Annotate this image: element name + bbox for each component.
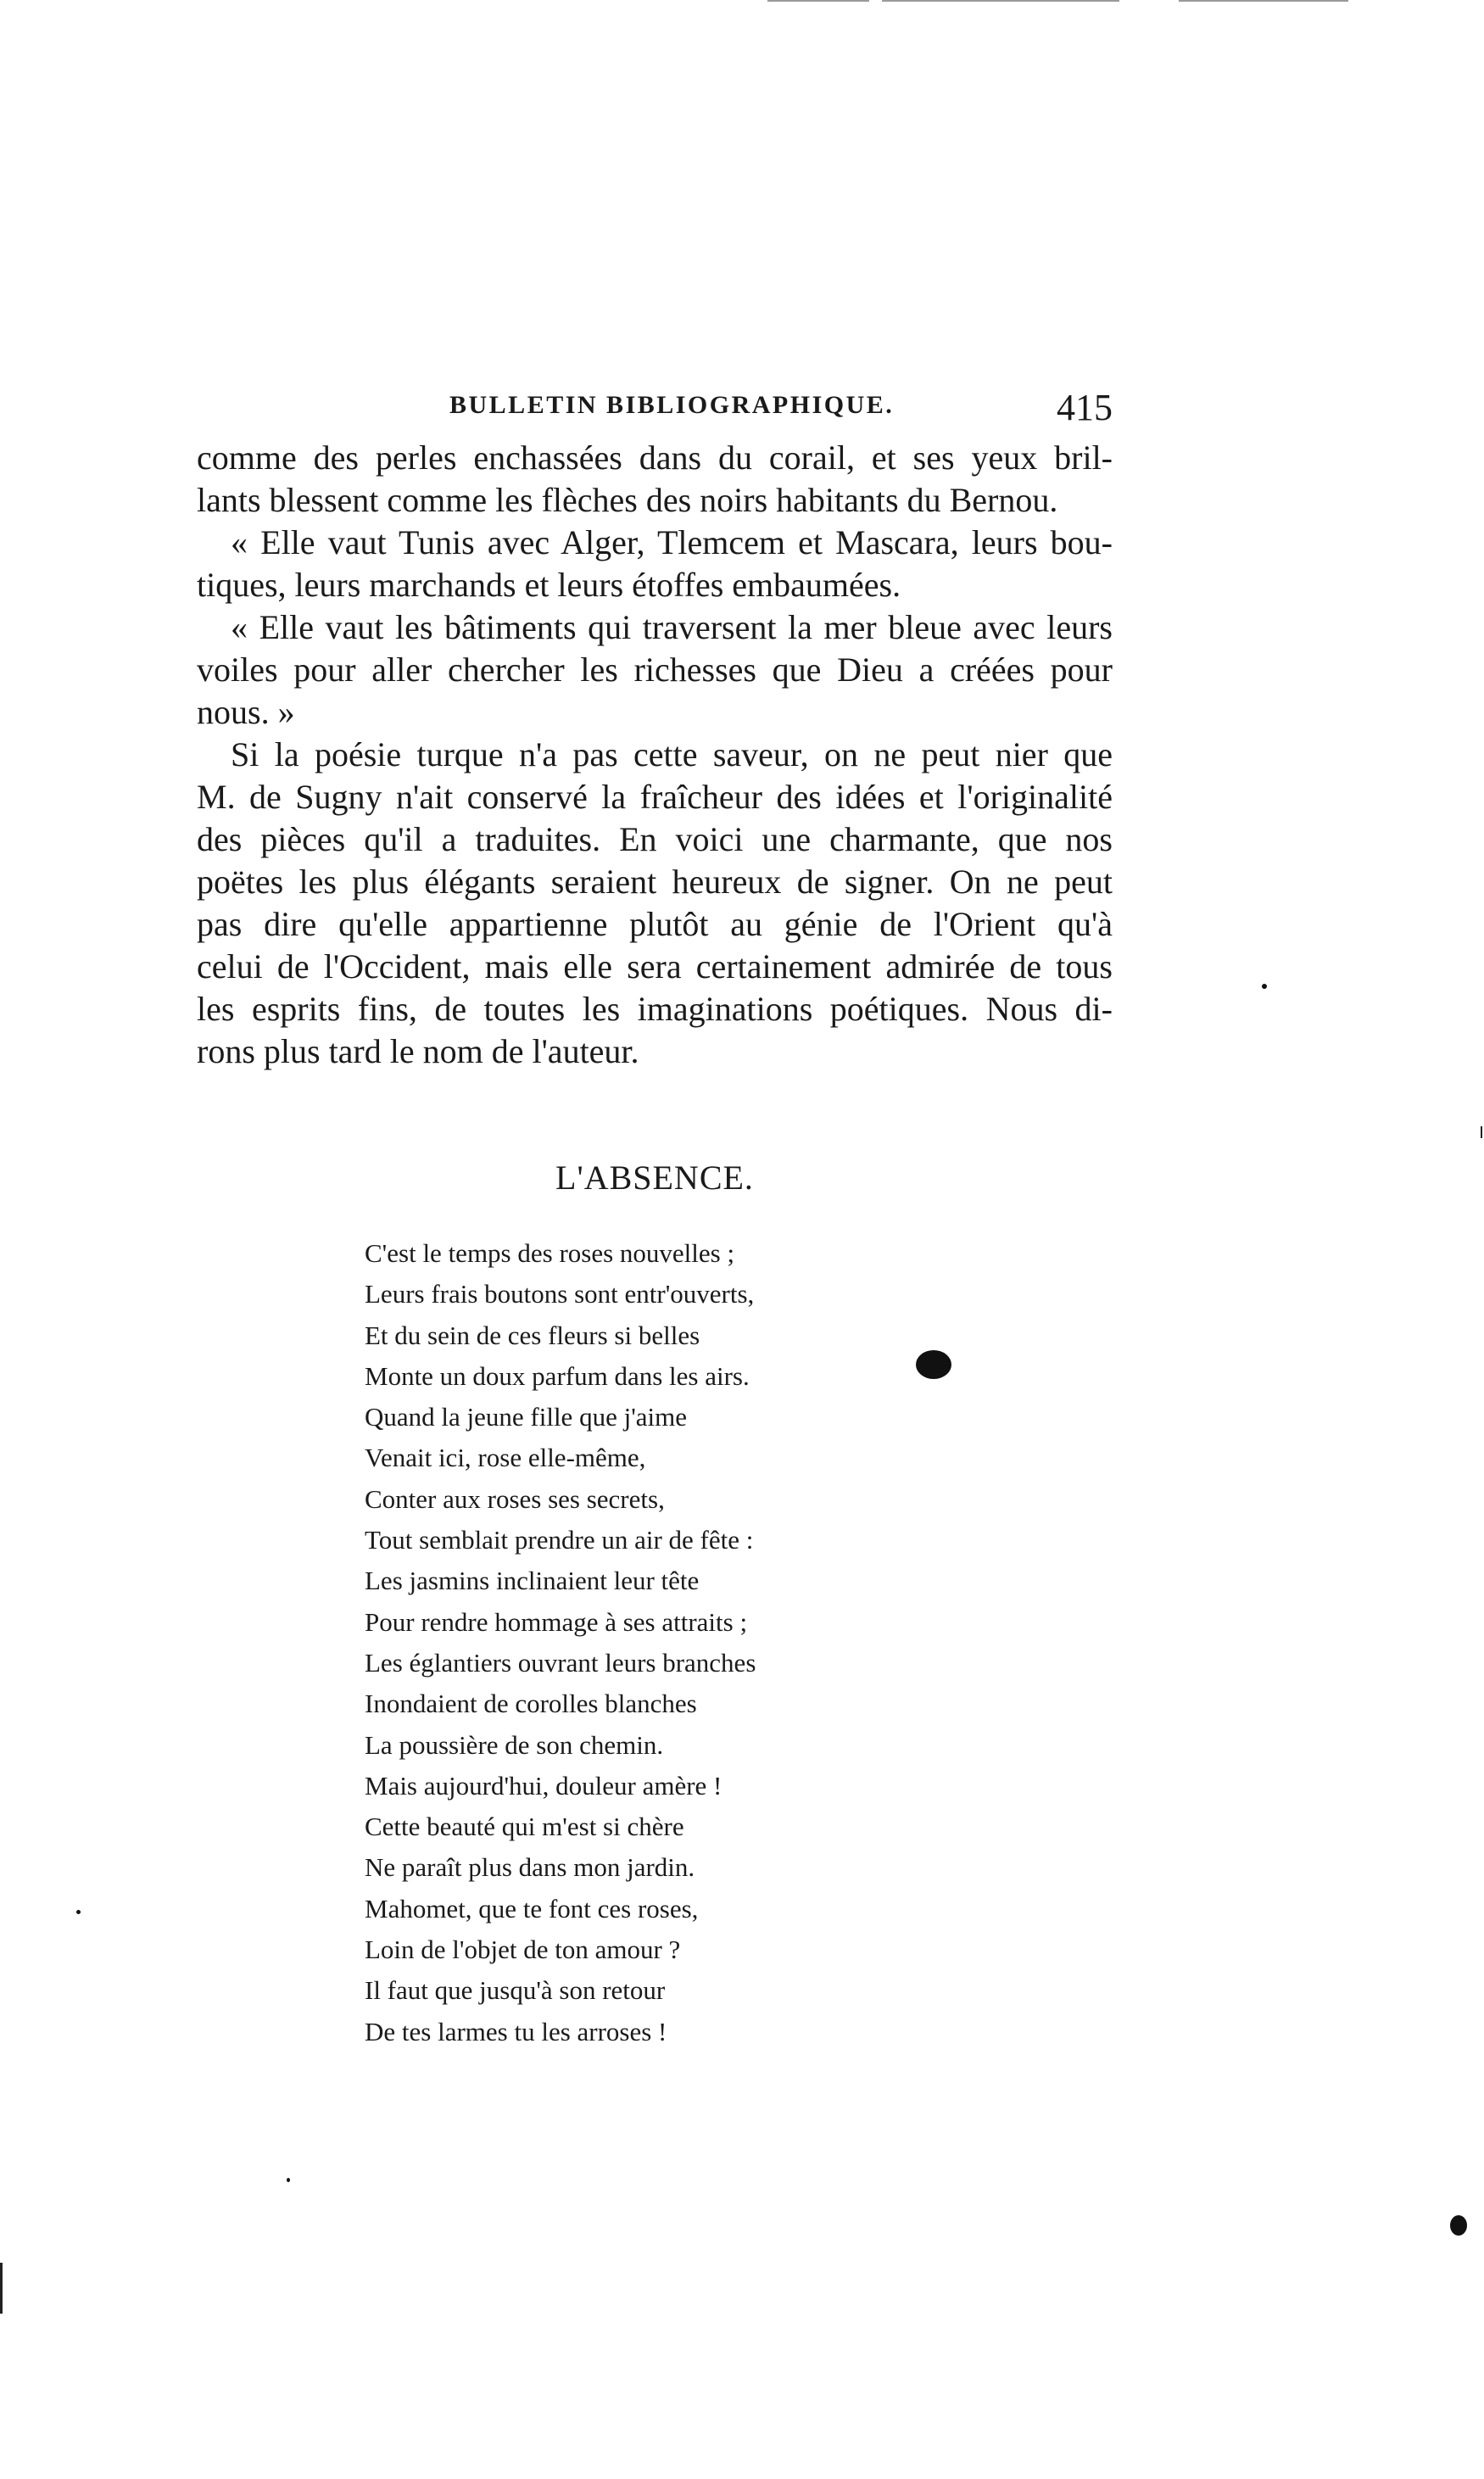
poem-verse: Mahomet, que te font ces roses, xyxy=(365,1893,699,1923)
ink-speck xyxy=(287,2178,290,2182)
prose-line: Si la poésie turque n'a pas cette saveur, on ne peut nier que xyxy=(231,735,1113,773)
poem-verse: C'est le temps des roses nouvelles ; xyxy=(365,1238,735,1268)
poem-verse: Venait ici, rose elle-même, xyxy=(365,1443,646,1473)
poem-verse: Monte un doux parfum dans les airs. xyxy=(365,1360,750,1391)
poem-verse: Inondaient de corolles blanches xyxy=(365,1689,697,1719)
ink-speck xyxy=(76,1910,81,1914)
prose-line: M. de Sugny n'ait conservé la fraîcheur des idées et l'originalité xyxy=(197,778,1113,816)
ink-speck xyxy=(1262,984,1267,989)
poem-verse: Et du sein de ces fleurs si belles xyxy=(365,1320,700,1350)
poem-verse: La poussière de son chemin. xyxy=(365,1729,664,1760)
poem-verse: Il faut que jusqu'à son retour xyxy=(365,1975,666,2006)
poem-verse: Les églantiers ouvrant leurs branches xyxy=(365,1647,756,1678)
poem-verse: Mais aujourd'hui, douleur amère ! xyxy=(365,1770,722,1801)
prose-line: comme des perles enchassées dans du corail, et ses yeux bril- xyxy=(197,438,1113,477)
prose-line: « Elle vaut Tunis avec Alger, Tlemcem et Mascara, leurs bou- xyxy=(231,523,1113,561)
edge-mark xyxy=(1481,1126,1482,1138)
prose-line: celui de l'Occident, mais elle sera certainement admirée de tous xyxy=(197,947,1113,985)
prose-line: « Elle vaut les bâtiments qui traversent la mer bleue avec leurs xyxy=(231,608,1113,646)
ink-speck xyxy=(1450,2215,1467,2236)
prose-body xyxy=(197,437,1113,1073)
ink-blot xyxy=(916,1350,951,1379)
poem-verse: Quand la jeune fille que j'aime xyxy=(365,1402,688,1432)
poem-verse: Les jasmins inclinaient leur tête xyxy=(365,1566,700,1596)
prose-line: pas dire qu'elle appartienne plutôt au génie de l'Orient qu'à xyxy=(197,905,1113,943)
poem-title: L'ABSENCE. xyxy=(555,1159,754,1197)
prose-line: rons plus tard le nom de l'auteur. xyxy=(197,1032,639,1070)
running-head: BULLETIN BIBLIOGRAPHIQUE. xyxy=(449,391,895,419)
scan-artifact-line xyxy=(1179,0,1348,2)
poem-verse: Leurs frais boutons sont entr'ouverts, xyxy=(365,1279,755,1309)
scan-artifact-line xyxy=(767,0,869,2)
prose-line: lants blessent comme les flèches des noirs habitants du Bernou. xyxy=(197,481,1058,519)
poem-verse: De tes larmes tu les arroses ! xyxy=(365,2016,667,2046)
poem-verse: Cette beauté qui m'est si chère xyxy=(365,1812,684,1842)
poem-verse: Ne paraît plus dans mon jardin. xyxy=(365,1852,695,1883)
edge-mark xyxy=(0,2263,3,2314)
prose-line: nous. » xyxy=(197,693,295,731)
page-number: 415 xyxy=(1057,387,1113,428)
prose-line: tiques, leurs marchands et leurs étoffes embaumées. xyxy=(197,566,901,604)
poem-verse: Pour rendre hommage à ses attraits ; xyxy=(365,1606,748,1637)
page-header xyxy=(197,386,1113,437)
poem-verse: Loin de l'objet de ton amour ? xyxy=(365,1935,681,1965)
prose-line: voiles pour aller chercher les richesses que Dieu a créées pour xyxy=(197,650,1113,689)
prose-line: les esprits fins, de toutes les imaginations poétiques. Nous di- xyxy=(197,990,1113,1028)
poem-body xyxy=(365,1233,890,2052)
poem-verse: Tout semblait prendre un air de fête : xyxy=(365,1525,754,1555)
prose-line: des pièces qu'il a traduites. En voici une charmante, que nos xyxy=(197,820,1113,858)
scan-artifact-line xyxy=(882,0,1119,2)
poem-verse: Conter aux roses ses secrets, xyxy=(365,1483,665,1514)
prose-line: poëtes les plus élégants seraient heureux de signer. On ne peut xyxy=(197,863,1113,901)
